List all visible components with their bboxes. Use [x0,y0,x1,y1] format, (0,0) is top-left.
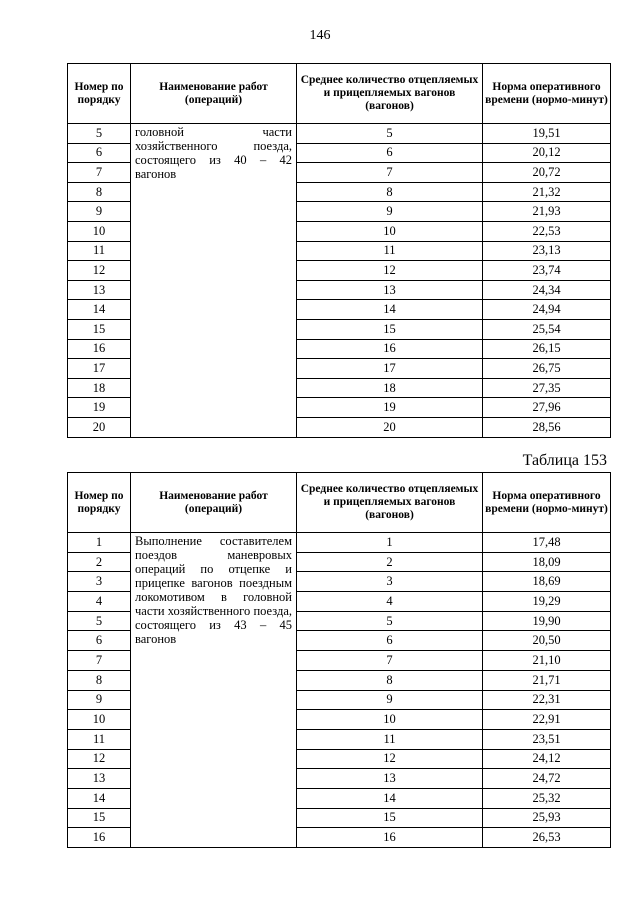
wagon-count: 13 [297,280,483,300]
time-norm: 22,53 [483,221,611,241]
time-norm: 18,69 [483,572,611,592]
wagon-count: 1 [297,533,483,553]
wagon-count: 14 [297,788,483,808]
header-num: Номер по порядку [68,64,131,124]
time-norm: 20,72 [483,163,611,183]
time-norm: 18,09 [483,552,611,572]
table-row [68,124,611,144]
time-norm: 25,32 [483,788,611,808]
wagon-count: 18 [297,378,483,398]
row-number: 4 [68,592,131,612]
header-name: Наименование работ (операций) [131,473,297,533]
operation-description: головной части хозяйственного поезда, состоящего из 40 – 42 вагонов [131,124,297,438]
time-norm: 21,71 [483,670,611,690]
wagon-count: 15 [297,319,483,339]
row-number: 7 [68,163,131,183]
norms-table-continued [67,63,611,438]
row-number: 15 [68,319,131,339]
time-norm: 19,51 [483,124,611,144]
time-norm: 26,53 [483,828,611,848]
row-number: 10 [68,221,131,241]
operation-description: Выполнение составителем поездов маневровых операций по отцепке и прицепке вагонов поездным локомотивом в головной части хозяйственного поезда, состоящего из 43 – 45 вагонов [131,533,297,848]
header-name: Наименование работ (операций) [131,64,297,124]
wagon-count: 16 [297,339,483,359]
wagon-count: 10 [297,221,483,241]
row-number: 9 [68,202,131,222]
wagon-count: 7 [297,651,483,671]
row-number: 16 [68,339,131,359]
time-norm: 22,31 [483,690,611,710]
row-number: 12 [68,261,131,281]
wagon-count: 6 [297,631,483,651]
wagon-count: 13 [297,769,483,789]
row-number: 13 [68,769,131,789]
wagon-count: 8 [297,670,483,690]
time-norm: 23,13 [483,241,611,261]
time-norm: 20,50 [483,631,611,651]
norms-table-153 [67,472,611,848]
wagon-count: 7 [297,163,483,183]
row-number: 20 [68,417,131,437]
time-norm: 25,93 [483,808,611,828]
table-row [68,533,611,553]
wagon-count: 17 [297,359,483,379]
time-norm: 24,94 [483,300,611,320]
time-norm: 24,12 [483,749,611,769]
table-header-row [68,64,611,124]
wagon-count: 6 [297,143,483,163]
row-number: 5 [68,611,131,631]
time-norm: 21,93 [483,202,611,222]
row-number: 3 [68,572,131,592]
wagon-count: 14 [297,300,483,320]
time-norm: 27,35 [483,378,611,398]
row-number: 14 [68,788,131,808]
row-number: 11 [68,241,131,261]
row-number: 17 [68,359,131,379]
row-number: 6 [68,143,131,163]
row-number: 18 [68,378,131,398]
time-norm: 22,91 [483,710,611,730]
table-header-row [68,473,611,533]
time-norm: 24,34 [483,280,611,300]
wagon-count: 16 [297,828,483,848]
row-number: 9 [68,690,131,710]
header-norm: Норма оперативного времени (нормо-минут) [483,64,611,124]
row-number: 11 [68,729,131,749]
wagon-count: 2 [297,552,483,572]
time-norm: 19,29 [483,592,611,612]
wagon-count: 5 [297,611,483,631]
wagon-count: 5 [297,124,483,144]
wagon-count: 3 [297,572,483,592]
row-number: 13 [68,280,131,300]
wagon-count: 11 [297,241,483,261]
header-count: Среднее количество отцепляемых и прицепляемых вагонов (вагонов) [297,473,483,533]
time-norm: 23,51 [483,729,611,749]
wagon-count: 19 [297,398,483,418]
header-norm: Норма оперативного времени (нормо-минут) [483,473,611,533]
row-number: 2 [68,552,131,572]
table-caption: Таблица 153 [522,452,607,469]
row-number: 7 [68,651,131,671]
time-norm: 19,90 [483,611,611,631]
row-number: 8 [68,182,131,202]
row-number: 12 [68,749,131,769]
time-norm: 20,12 [483,143,611,163]
row-number: 8 [68,670,131,690]
wagon-count: 20 [297,417,483,437]
row-number: 16 [68,828,131,848]
row-number: 10 [68,710,131,730]
time-norm: 24,72 [483,769,611,789]
header-count: Среднее количество отцепляемых и прицепляемых вагонов (вагонов) [297,64,483,124]
time-norm: 28,56 [483,417,611,437]
time-norm: 25,54 [483,319,611,339]
wagon-count: 9 [297,202,483,222]
header-num: Номер по порядку [68,473,131,533]
wagon-count: 12 [297,749,483,769]
row-number: 14 [68,300,131,320]
row-number: 15 [68,808,131,828]
wagon-count: 10 [297,710,483,730]
wagon-count: 9 [297,690,483,710]
wagon-count: 15 [297,808,483,828]
row-number: 19 [68,398,131,418]
page-number: 146 [309,28,331,43]
wagon-count: 4 [297,592,483,612]
wagon-count: 8 [297,182,483,202]
time-norm: 21,32 [483,182,611,202]
time-norm: 23,74 [483,261,611,281]
wagon-count: 11 [297,729,483,749]
row-number: 1 [68,533,131,553]
time-norm: 27,96 [483,398,611,418]
time-norm: 26,15 [483,339,611,359]
time-norm: 21,10 [483,651,611,671]
time-norm: 26,75 [483,359,611,379]
row-number: 6 [68,631,131,651]
wagon-count: 12 [297,261,483,281]
time-norm: 17,48 [483,533,611,553]
row-number: 5 [68,124,131,144]
